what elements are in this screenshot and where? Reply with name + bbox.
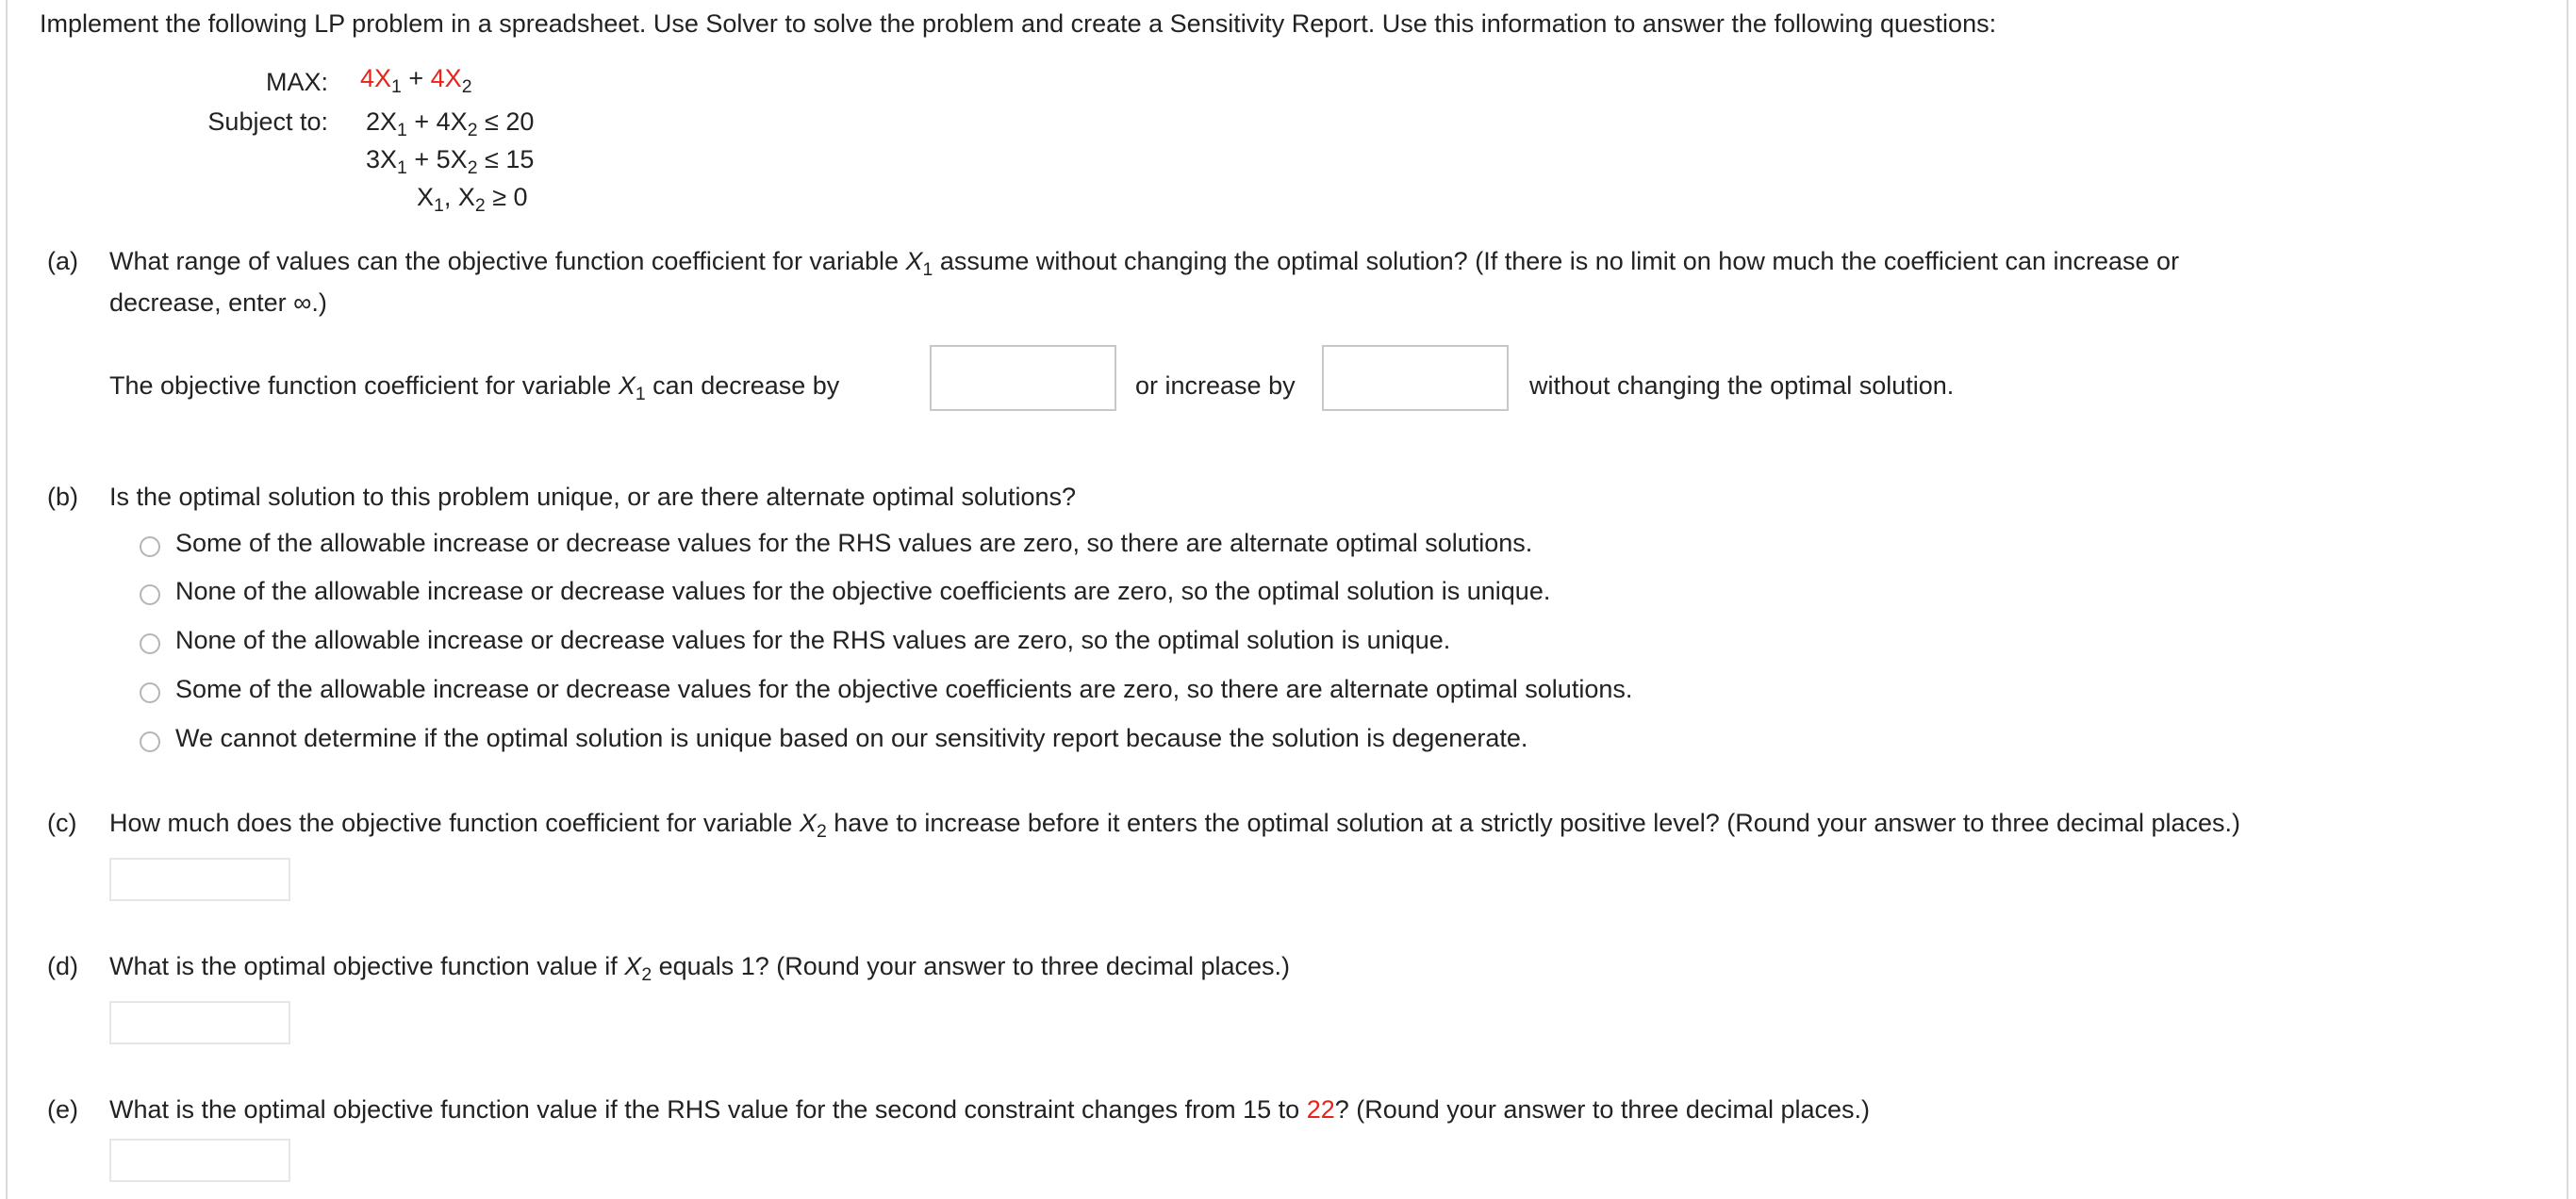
question-a-text-line2: decrease, enter ∞.) xyxy=(109,288,327,317)
question-c-label: (c) xyxy=(47,809,77,837)
constraint-1: $2X_1 + 4X_2 \le 20$ xyxy=(366,107,535,141)
intro-text: Implement the following LP problem in a spreadsheet. Use Solver to solve the problem and create a Sensitivity Report. Use this information to answer the following questions: xyxy=(40,9,1997,38)
nonnegativity: $X_1$, $X_2 \ge 0$ xyxy=(417,183,528,217)
question-c-text: How much does the objective function coefficient for variable $X_2$ have to increase before it enters the optimal solution at a strictly positive level? (Round your answer to three decimal places.) xyxy=(109,809,2241,843)
option-5-radio[interactable] xyxy=(140,731,160,752)
question-b-text: Is the optimal solution to this problem unique, or are there alternate optimal solutions? xyxy=(109,483,1077,511)
question-d-label: (d) xyxy=(47,952,78,980)
constraint-2: $3X_1 + 5X_2 \le 15$ xyxy=(366,145,535,179)
option-5-label[interactable]: We cannot determine if the optimal solution is unique based on our sensitivity report because the solution is degenerate. xyxy=(175,724,1528,752)
question-d-input[interactable] xyxy=(109,1001,290,1044)
option-1-label[interactable]: Some of the allowable increase or decrease values for the RHS values are zero, so there are alternate optimal solutions. xyxy=(175,529,1533,557)
question-c-input[interactable] xyxy=(109,858,290,901)
question-frame xyxy=(6,0,2568,1199)
option-3-label[interactable]: None of the allowable increase or decrease values for the RHS values are zero, so the optimal solution is unique. xyxy=(175,626,1451,654)
question-a-statement-end: without changing the optimal solution. xyxy=(1529,371,1955,400)
decrease-by-input[interactable] xyxy=(930,345,1116,411)
question-e-text: What is the optimal objective function value if the RHS value for the second constraint changes from 15 to 22? (Round your answer to three decimal places.) xyxy=(109,1095,1871,1124)
question-a-label: (a) xyxy=(47,247,78,275)
option-3-radio[interactable] xyxy=(140,633,160,654)
objective-expression: $4X_1 + 4X_2$ xyxy=(360,64,472,98)
option-1-radio[interactable] xyxy=(140,536,160,557)
question-e-label: (e) xyxy=(47,1095,78,1124)
option-4-label[interactable]: Some of the allowable increase or decrease values for the objective coefficients are zero, so there are alternate optimal solutions. xyxy=(175,675,1633,703)
max-label: MAX: xyxy=(265,68,328,96)
question-a-text: What range of values can the objective function coefficient for variable $X_1$ assume without changing the optimal solution? (If there is no limit on how much the coefficient can increase or xyxy=(109,247,2180,281)
question-e-input[interactable] xyxy=(109,1139,290,1182)
question-d-text: What is the optimal objective function value if $X_2$ equals 1? (Round your answer to three decimal places.) xyxy=(109,952,1290,986)
or-increase-by-label: or increase by xyxy=(1135,371,1296,400)
new-rhs-value: 22 xyxy=(1306,1095,1335,1124)
option-2-radio[interactable] xyxy=(140,584,160,605)
increase-by-input[interactable] xyxy=(1322,345,1509,411)
option-2-label[interactable]: None of the allowable increase or decrease values for the objective coefficients are zero, so the optimal solution is unique. xyxy=(175,577,1551,605)
question-a-statement-start: The objective function coefficient for variable $X_1$ can decrease by xyxy=(109,371,840,405)
option-4-radio[interactable] xyxy=(140,682,160,703)
question-b-label: (b) xyxy=(47,483,78,511)
subject-to-label: Subject to: xyxy=(207,107,328,136)
